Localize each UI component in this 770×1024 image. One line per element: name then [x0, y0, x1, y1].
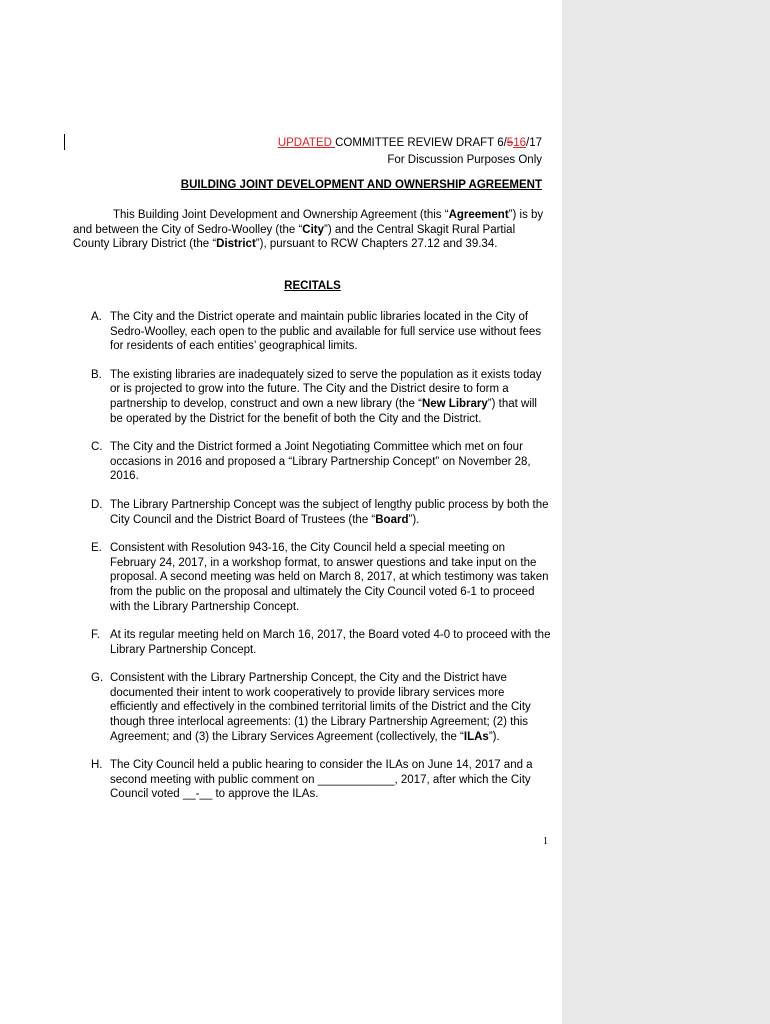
recital-text-part: ”).	[488, 730, 500, 743]
draft-year: /17	[526, 137, 542, 149]
recital-text	[110, 498, 551, 527]
recitals-heading: RECITALS	[284, 280, 341, 292]
agreement-title: BUILDING JOINT DEVELOPMENT AND OWNERSHIP AGREEMENT	[180, 179, 542, 191]
discussion-note: For Discussion Purposes Only	[387, 154, 542, 166]
recital-text-part: The existing libraries are inadequately sized to serve the population as it exists today or is projected to grow into the future. The City and the District desire to form a partnership to develop, construct and own a new library (the “	[110, 368, 542, 410]
recital-letter: C.	[91, 441, 103, 454]
defined-term: Agreement	[448, 209, 509, 221]
draft-label: COMMITTEE REVIEW DRAFT 6/	[335, 137, 507, 149]
intro-text: ”) and the Central Skagit Rural Partial County Library District (the “	[73, 223, 516, 251]
recital-item	[91, 541, 551, 614]
recital-letter: A.	[91, 311, 102, 323]
recital-letter: E.	[91, 542, 102, 555]
recital-text: The City Council held a public hearing to consider the ILAs on June 14, 2017 and a second meeting with public comment on ____________, 2017, after which the City Council voted __-__ to approve the ILAs.	[110, 759, 533, 801]
recital-item	[91, 310, 551, 354]
comment-margin-pane	[562, 0, 770, 1024]
recital-text-part: The Library Partnership Concept was the subject of lengthy public process by both the City Council and the District Board of Trustees (the “	[110, 498, 549, 526]
recital-text-part: Consistent with the Library Partnership Concept, the City and the District have documented their intent to work cooperatively to provide library services more efficiently and effectively in the combined territorial limits of the District and the City though three interlocal agreements: (1) the Library Partnership Agreement; (2) this Agreement; and (3) the Library Services Agreement (collectively, the “	[110, 672, 531, 743]
intro-text: ”), pursuant to RCW Chapters 27.12 and 39.34.	[255, 238, 498, 251]
deleted-day: 5	[506, 137, 514, 149]
intro-paragraph	[73, 208, 553, 252]
recital-item	[91, 368, 551, 426]
recital-letter: G.	[91, 672, 104, 685]
draft-header	[278, 136, 542, 150]
recital-letter: D.	[91, 498, 103, 511]
recital-item	[91, 758, 551, 802]
recital-text-part: ”) that will be operated by the District for the benefit of both the City and the District.	[110, 397, 537, 425]
defined-term: ILAs	[463, 730, 489, 743]
defined-term: New Library	[421, 397, 488, 410]
recital-text: The City and the District operate and maintain public libraries located in the City of Sedro-Woolley, each open to the public and available for full service use without fees for residents of each entities’ geographical limits.	[110, 311, 542, 353]
recital-text	[110, 671, 551, 744]
recital-text: The City and the District formed a Joint Negotiating Committee which met on four occasions in 2016 and proposed a “Library Partnership Concept” on November 28, 2016.	[110, 441, 531, 483]
recital-item	[91, 628, 551, 657]
recital-letter: H.	[91, 759, 103, 772]
recital-letter: B.	[91, 368, 102, 381]
recital-item	[91, 671, 551, 744]
intro-text: ”) is by and between the City of Sedro-Woolley (the “	[73, 209, 544, 236]
updated-insertion: UPDATED	[277, 137, 336, 149]
recital-text-part: ”).	[408, 513, 420, 526]
recital-item	[91, 498, 551, 527]
page-number: 1	[543, 836, 548, 847]
defined-term: District	[216, 238, 256, 251]
recital-text: At its regular meeting held on March 16, 2017, the Board voted 4-0 to proceed with the Library Partnership Concept.	[110, 629, 551, 656]
revision-change-bar	[64, 134, 65, 150]
defined-term: City	[302, 223, 325, 236]
recital-text: Consistent with Resolution 943-16, the City Council held a special meeting on February 24, 2017, in a workshop format, to answer questions and take input on the proposal. A second meeting was held on March 8, 2017, at which testimony was taken from the public on the proposal and ultimately the City Council voted 6-1 to proceed with the Library Partnership Concept.	[110, 542, 549, 613]
recital-item	[91, 440, 551, 484]
recital-letter: F.	[91, 629, 100, 642]
intro-text: This Building Joint Development and Ownership Agreement (this “	[113, 209, 449, 221]
recitals-list	[91, 310, 551, 816]
inserted-day: 16	[513, 137, 526, 149]
recital-text	[110, 368, 551, 426]
defined-term: Board	[375, 513, 409, 526]
